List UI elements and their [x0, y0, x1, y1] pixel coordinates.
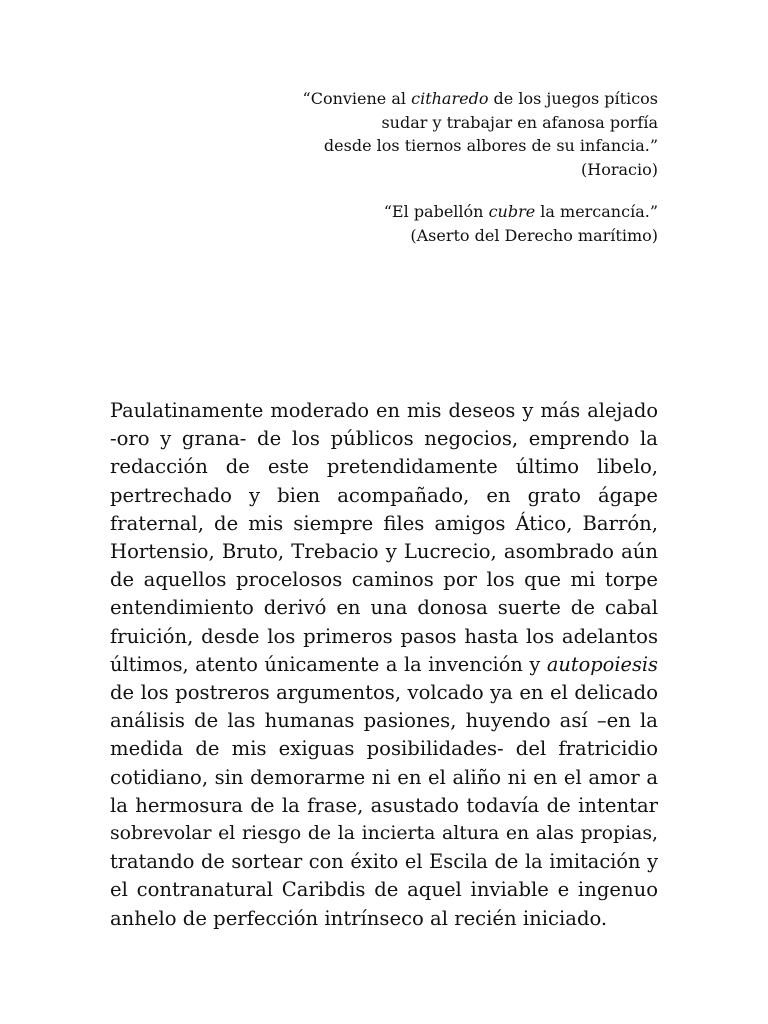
body-paragraph — [110, 397, 658, 933]
body-line: medida de mis exiguas posibilidades- del fratricidio — [110, 737, 658, 761]
body-line: análisis de las humanas pasiones, huyendo así –en la — [110, 709, 658, 733]
body-line: cotidiano, sin demorarme ni en el aliño ni en el amor a — [110, 765, 658, 789]
epigraph-horacio — [138, 87, 658, 181]
body-line: fruición, desde los primeros pasos hasta los adelantos — [110, 624, 658, 648]
body-line: fraternal, de mis siempre files amigos Ático, Barrón, — [110, 511, 658, 535]
body-line: Hortensio, Bruto, Trebacio y Lucrecio, asombrado aún — [110, 540, 658, 564]
epigraph-derecho-maritimo — [138, 200, 658, 247]
body-line: sobrevolar el riesgo de la incierta altura en alas propias, — [110, 823, 658, 845]
epigraph-attribution: (Horacio) — [581, 159, 658, 179]
body-line: últimos, atento únicamente a la invención y autopoiesis — [110, 652, 658, 676]
body-line: entendimiento derivó en una donosa suerte de cabal — [110, 596, 658, 620]
epigraph-line: sudar y trabajar en afanosa porfía — [381, 112, 658, 132]
body-line: pertrechado y bien acompañado, en grato ágape — [110, 483, 658, 507]
body-line: Paulatinamente moderado en mis deseos y más alejado — [110, 399, 658, 422]
body-line: tratando de sortear con éxito el Escila de la imitación y — [110, 850, 658, 874]
body-line: el contranatural Caribdis de aquel inviable e ingenuo — [110, 878, 658, 902]
body-line: de los postreros argumentos, volcado ya en el delicado — [110, 681, 658, 705]
body-line: -oro y grana- de los públicos negocios, emprendo la — [110, 427, 658, 451]
epigraph-line: “Conviene al citharedo de los juegos píticos — [302, 89, 658, 108]
epigraph-line: “El pabellón cubre la mercancía.” — [383, 202, 658, 221]
body-line: la hermosura de la frase, asustado todavía de intentar — [110, 793, 658, 817]
body-line: de aquellos procelosos caminos por los que mi torpe — [110, 568, 658, 592]
epigraph-attribution: (Aserto del Derecho marítimo) — [410, 225, 658, 245]
body-line: redacción de este pretendidamente último libelo, — [110, 455, 658, 479]
epigraph-line: desde los tiernos albores de su infancia.” — [323, 136, 658, 155]
body-line: anhelo de perfección intrínseco al recién iniciado. — [110, 906, 608, 930]
